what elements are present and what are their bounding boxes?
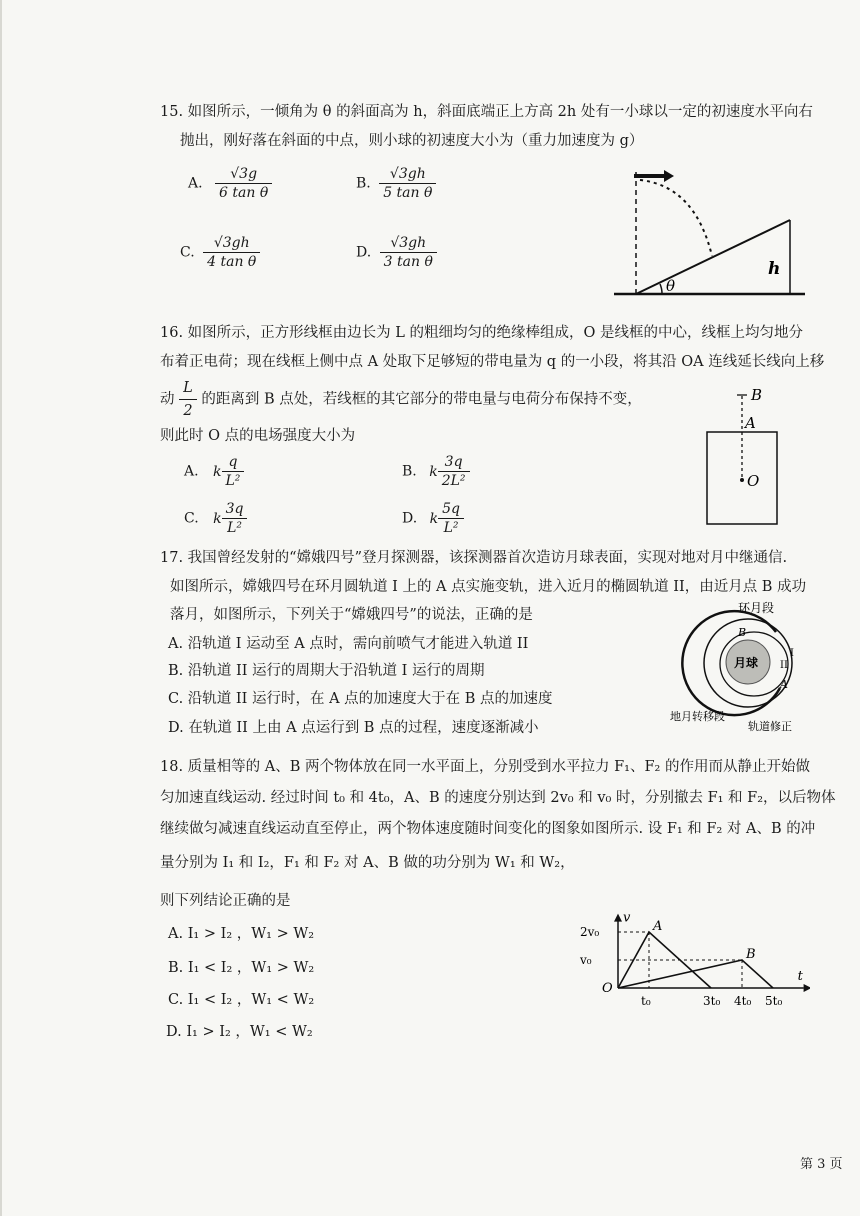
q16-stem-line4: 则此时 O 点的电场强度大小为 bbox=[160, 428, 356, 444]
q15-option-d[interactable] bbox=[356, 235, 437, 270]
q17-option-d[interactable]: D. 在轨道 II 上由 A 点运行到 B 点的过程，速度逐渐减小 bbox=[168, 720, 539, 736]
x-axis-label: t bbox=[797, 969, 803, 984]
option-numerator: q bbox=[222, 454, 245, 472]
option-label: B. bbox=[356, 175, 371, 192]
option-k: k bbox=[429, 510, 439, 527]
q18-option-b[interactable]: B. I₁ < I₂ ，W₁ > W₂ bbox=[168, 960, 315, 976]
q18-stem-line4: 量分别为 I₁ 和 I₂，F₁ 和 F₂ 对 A、B 做的功分别为 W₁ 和 W₂， bbox=[160, 855, 575, 871]
page-number: 第 3 页 bbox=[800, 1157, 843, 1172]
q17-option-c[interactable]: C. 沿轨道 II 运行时，在 A 点的加速度大于在 B 点的加速度 bbox=[168, 691, 553, 707]
y-axis-arrow-icon bbox=[614, 914, 622, 922]
option-label: D. bbox=[402, 510, 418, 527]
option-numerator: √3gh bbox=[380, 235, 437, 253]
q15-stem-line2: 抛出，刚好落在斜面的中点，则小球的初速度大小为（重力加速度为 g） bbox=[180, 133, 644, 149]
q18-option-d[interactable]: D. I₁ > I₂ ，W₁ < W₂ bbox=[166, 1024, 313, 1040]
point-b-label: B bbox=[751, 386, 763, 404]
point-o-label: O bbox=[747, 472, 760, 490]
q18-option-c[interactable]: C. I₁ < I₂ ，W₁ < W₂ bbox=[168, 992, 315, 1008]
q15-stem-line1: 15. 如图所示，一倾角为 θ 的斜面高为 h，斜面底端正上方高 2h 处有一小球以一定的初速度水平向右 bbox=[160, 104, 813, 120]
option-denominator: 5 tan θ bbox=[383, 185, 433, 201]
arrow-head-icon bbox=[664, 170, 674, 182]
series-label-a: A bbox=[653, 919, 663, 934]
fraction-denominator: 2 bbox=[183, 403, 193, 419]
option-k: k bbox=[429, 463, 438, 480]
option-numerator: √3gh bbox=[203, 235, 260, 253]
y-tick-label: 2v₀ bbox=[580, 925, 600, 939]
option-denominator: L² bbox=[443, 520, 459, 536]
x-tick-label: 5t₀ bbox=[765, 994, 783, 1008]
fraction-numerator: L bbox=[179, 378, 197, 400]
moon-label: 月球 bbox=[734, 656, 759, 670]
option-label: D. bbox=[356, 244, 372, 261]
q18-stem-line5: 则下列结论正确的是 bbox=[160, 893, 291, 909]
option-denominator: 2L² bbox=[441, 473, 466, 489]
q16-stem-line3 bbox=[160, 378, 642, 421]
transfer-label: 地月转移段 bbox=[670, 710, 725, 723]
option-label: C. bbox=[180, 244, 195, 261]
q16-stem-line2: 布着正电荷；现在线框上侧中点 A 处取下足够短的带电量为 q 的一小段，将其沿 OA 连线延长线向上移 bbox=[160, 354, 825, 370]
incline-line bbox=[636, 220, 790, 294]
option-denominator: L² bbox=[227, 520, 242, 536]
theta-label: θ bbox=[666, 277, 676, 295]
option-numerator: √3gh bbox=[379, 166, 436, 184]
text-fragment: 的距离到 B 点处，若线框的其它部分的带电量与电荷分布保持不变， bbox=[201, 391, 642, 408]
q16-option-b[interactable] bbox=[402, 454, 470, 489]
q16-option-c[interactable] bbox=[184, 501, 247, 536]
trajectory bbox=[640, 180, 712, 256]
option-numerator: 3q bbox=[222, 501, 248, 519]
angle-arc bbox=[660, 284, 662, 294]
h-label: h bbox=[768, 259, 781, 279]
x-tick-label: 3t₀ bbox=[703, 994, 721, 1008]
origin-label: O bbox=[602, 981, 613, 996]
q16-stem-line1: 16. 如图所示，正方形线框由边长为 L 的粗细均匀的绝缘棒组成，O 是线框的中心，线框上均匀地分 bbox=[160, 325, 804, 341]
option-k: k bbox=[213, 510, 222, 527]
q15-option-b[interactable] bbox=[356, 166, 436, 201]
option-label: A. bbox=[188, 175, 203, 192]
q18-vt-chart bbox=[560, 862, 810, 1012]
y-tick-label: v₀ bbox=[580, 953, 592, 967]
option-label: A. bbox=[184, 463, 199, 480]
x-axis-arrow-icon bbox=[804, 984, 810, 992]
option-numerator: 5q bbox=[438, 501, 464, 519]
q15-option-c[interactable] bbox=[180, 235, 260, 270]
correction-label: 轨道修正 bbox=[748, 720, 792, 733]
series-label-b: B bbox=[746, 947, 756, 962]
q18-stem-line3: 继续做匀减速直线运动直至停止，两个物体速度随时间变化的图象如图所示. 设 F₁ 和 F₂ 对 A、B 的冲 bbox=[160, 821, 816, 837]
q17-option-b[interactable]: B. 沿轨道 II 运行的周期大于沿轨道 I 运行的周期 bbox=[168, 663, 485, 679]
q15-incline-figure bbox=[600, 158, 815, 303]
q17-stem-line2: 如图所示，嫦娥四号在环月圆轨道 I 上的 A 点实施变轨，进入近月的椭圆轨道 II，由近月点 B 成功 bbox=[170, 579, 807, 595]
q17-stem-line1: 17. 我国曾经发射的“嫦娥四号”登月探测器，该探测器首次造访月球表面，实现对地对月中继通信. bbox=[160, 550, 788, 566]
y-axis-label: v bbox=[623, 910, 631, 926]
x-tick-label: t₀ bbox=[641, 994, 651, 1008]
x-tick-label: 4t₀ bbox=[734, 994, 752, 1008]
q16-option-d[interactable] bbox=[402, 501, 464, 536]
option-denominator: 4 tan θ bbox=[207, 254, 257, 270]
text-fragment: 动 bbox=[160, 391, 175, 408]
option-numerator: 3q bbox=[438, 454, 470, 472]
q16-option-a[interactable] bbox=[184, 454, 244, 489]
q17-option-a[interactable]: A. 沿轨道 I 运动至 A 点时，需向前喷气才能进入轨道 II bbox=[168, 636, 529, 652]
option-label: C. bbox=[184, 510, 199, 527]
option-denominator: 6 tan θ bbox=[219, 185, 269, 201]
orbit-i-label: I bbox=[790, 648, 794, 659]
q18-stem-line1: 18. 质量相等的 A、B 两个物体放在同一水平面上，分别受到水平拉力 F₁、F₂ 的作用而从静止开始做 bbox=[160, 759, 810, 775]
point-a-label: A bbox=[780, 678, 788, 691]
point-b-label: B bbox=[738, 626, 747, 639]
q18-option-a[interactable]: A. I₁ > I₂ ，W₁ > W₂ bbox=[168, 926, 315, 942]
q17-stem-line3: 落月，如图所示，下列关于“嫦娥四号”的说法，正确的是 bbox=[170, 607, 533, 623]
q16-square-frame-figure bbox=[695, 382, 790, 532]
point-a-label: A bbox=[745, 414, 756, 432]
orbit-ii-label: II bbox=[780, 660, 788, 671]
q17-orbit-figure bbox=[668, 596, 808, 736]
option-label: B. bbox=[402, 463, 417, 480]
q18-stem-line2: 匀加速直线运动. 经过时间 t₀ 和 4t₀，A、B 的速度分别达到 2v₀ 和 v₀ 时，分别撤去 F₁ 和 F₂，以后物体 bbox=[160, 790, 836, 806]
q15-option-a[interactable] bbox=[188, 166, 272, 201]
option-denominator: 3 tan θ bbox=[383, 254, 433, 270]
option-denominator: L² bbox=[225, 473, 241, 489]
center-dot bbox=[740, 478, 744, 482]
orbit-top-label: 环月段 bbox=[738, 601, 775, 615]
option-k: k bbox=[213, 463, 222, 480]
option-numerator: √3g bbox=[215, 166, 272, 184]
